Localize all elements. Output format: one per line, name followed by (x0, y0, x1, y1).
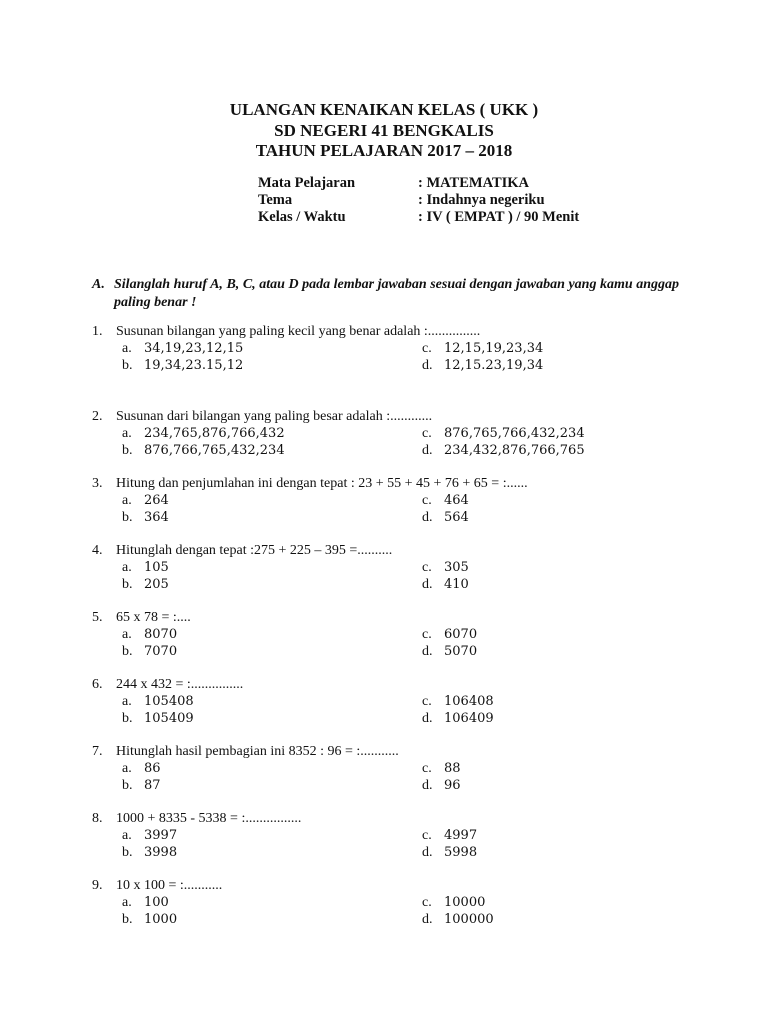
option-value: 264 (144, 493, 169, 508)
question-number: 9. (92, 878, 103, 893)
school-name: SD NEGERI 41 BENGKALIS (274, 121, 494, 140)
option-letter: b. (122, 711, 133, 726)
question-text: 1000 + 8335 - 5338 = :................ (116, 811, 302, 826)
option-letter: c. (422, 341, 432, 356)
option-letter: d. (422, 443, 433, 458)
option-value: 3998 (144, 845, 178, 860)
option-letter: d. (422, 912, 433, 927)
option-value: 105 (144, 560, 169, 575)
option-value: 5070 (444, 644, 478, 659)
option-value: 19,34,23.15,12 (144, 358, 244, 373)
question-text: Hitunglah hasil pembagian ini 8352 : 96 = :........... (116, 744, 399, 759)
academic-year: TAHUN PELAJARAN 2017 – 2018 (255, 141, 513, 160)
option-letter: d. (422, 358, 433, 373)
option-value: 1000 (144, 912, 178, 927)
meta-row-subject (258, 175, 678, 193)
option-value: 88 (444, 761, 461, 776)
option-letter: d. (422, 845, 433, 860)
option-value: 10000 (444, 895, 486, 910)
question-text: 65 x 78 = :.... (116, 610, 191, 625)
option-value: 364 (144, 510, 169, 525)
option-letter: d. (422, 711, 433, 726)
option-letter: b. (122, 358, 133, 373)
question-number: 3. (92, 476, 103, 491)
option-value: 876,766,765,432,234 (144, 443, 285, 458)
option-value: 87 (144, 778, 161, 793)
option-value: 410 (444, 577, 469, 592)
option-letter: b. (122, 644, 133, 659)
option-letter: a. (122, 761, 132, 776)
option-value: 876,765,766,432,234 (444, 426, 585, 441)
question-text: 244 x 432 = :............... (116, 677, 244, 692)
option-value: 5998 (444, 845, 478, 860)
option-letter: c. (422, 828, 432, 843)
option-value: 234,765,876,766,432 (144, 426, 285, 441)
option-letter: a. (122, 828, 132, 843)
meta-row-class-time (258, 209, 678, 227)
meta-row-theme (258, 192, 678, 210)
instruction-text: Silanglah huruf A, B, C, atau D pada lembar jawaban sesuai dengan jawaban yang kamu anggap paling benar ! (114, 277, 679, 310)
option-value: 8070 (144, 627, 178, 642)
option-value: 464 (444, 493, 469, 508)
question-number: 8. (92, 811, 103, 826)
option-letter: b. (122, 778, 133, 793)
option-letter: c. (422, 493, 432, 508)
section-instruction (92, 276, 692, 316)
option-letter: c. (422, 627, 432, 642)
option-letter: c. (422, 761, 432, 776)
option-letter: a. (122, 560, 132, 575)
option-value: 4997 (444, 828, 478, 843)
question-number: 6. (92, 677, 103, 692)
meta-value: : IV ( EMPAT ) / 90 Menit (418, 209, 580, 225)
question-text: 10 x 100 = :........... (116, 878, 223, 893)
option-value: 12,15,19,23,34 (444, 341, 544, 356)
question-text: Hitunglah dengan tepat :275 + 225 – 395 =.......... (116, 543, 393, 558)
option-value: 105408 (144, 694, 194, 709)
question-number: 7. (92, 744, 103, 759)
option-value: 12,15.23,19,34 (444, 358, 544, 373)
option-value: 105409 (144, 711, 194, 726)
meta-key: Kelas / Waktu (258, 209, 346, 225)
option-letter: b. (122, 510, 133, 525)
option-value: 305 (444, 560, 469, 575)
option-letter: b. (122, 443, 133, 458)
question-text: Susunan dari bilangan yang paling besar adalah :............ (116, 409, 433, 424)
option-letter: c. (422, 560, 432, 575)
option-value: 100000 (444, 912, 494, 927)
option-letter: d. (422, 644, 433, 659)
option-value: 3997 (144, 828, 178, 843)
question-number: 5. (92, 610, 103, 625)
meta-value: : Indahnya negeriku (418, 192, 545, 208)
option-letter: d. (422, 577, 433, 592)
meta-key: Tema (258, 192, 293, 208)
option-letter: a. (122, 694, 132, 709)
option-value: 7070 (144, 644, 178, 659)
question-text: Hitung dan penjumlahan ini dengan tepat : 23 + 55 + 45 + 76 + 65 = :...... (116, 476, 528, 491)
option-letter: a. (122, 493, 132, 508)
option-letter: a. (122, 627, 132, 642)
option-value: 106409 (444, 711, 494, 726)
option-value: 234,432,876,766,765 (444, 443, 585, 458)
option-letter: d. (422, 510, 433, 525)
question-number: 1. (92, 324, 103, 339)
option-letter: a. (122, 895, 132, 910)
option-letter: b. (122, 577, 133, 592)
option-letter: b. (122, 912, 133, 927)
option-letter: d. (422, 778, 433, 793)
option-value: 6070 (444, 627, 478, 642)
option-letter: c. (422, 895, 432, 910)
question-number: 2. (92, 409, 103, 424)
option-value: 205 (144, 577, 169, 592)
option-value: 106408 (444, 694, 494, 709)
option-value: 96 (444, 778, 461, 793)
option-value: 100 (144, 895, 169, 910)
option-value: 86 (144, 761, 161, 776)
option-letter: a. (122, 341, 132, 356)
section-letter: A. (92, 277, 105, 292)
option-value: 564 (444, 510, 469, 525)
meta-value: : MATEMATIKA (418, 175, 530, 191)
option-letter: c. (422, 694, 432, 709)
option-letter: c. (422, 426, 432, 441)
question-number: 4. (92, 543, 103, 558)
option-letter: a. (122, 426, 132, 441)
question-text: Susunan bilangan yang paling kecil yang benar adalah :............... (116, 324, 481, 339)
exam-title: ULANGAN KENAIKAN KELAS ( UKK ) (229, 100, 539, 119)
option-value: 34,19,23,12,15 (144, 341, 244, 356)
meta-key: Mata Pelajaran (258, 175, 356, 191)
option-letter: b. (122, 845, 133, 860)
